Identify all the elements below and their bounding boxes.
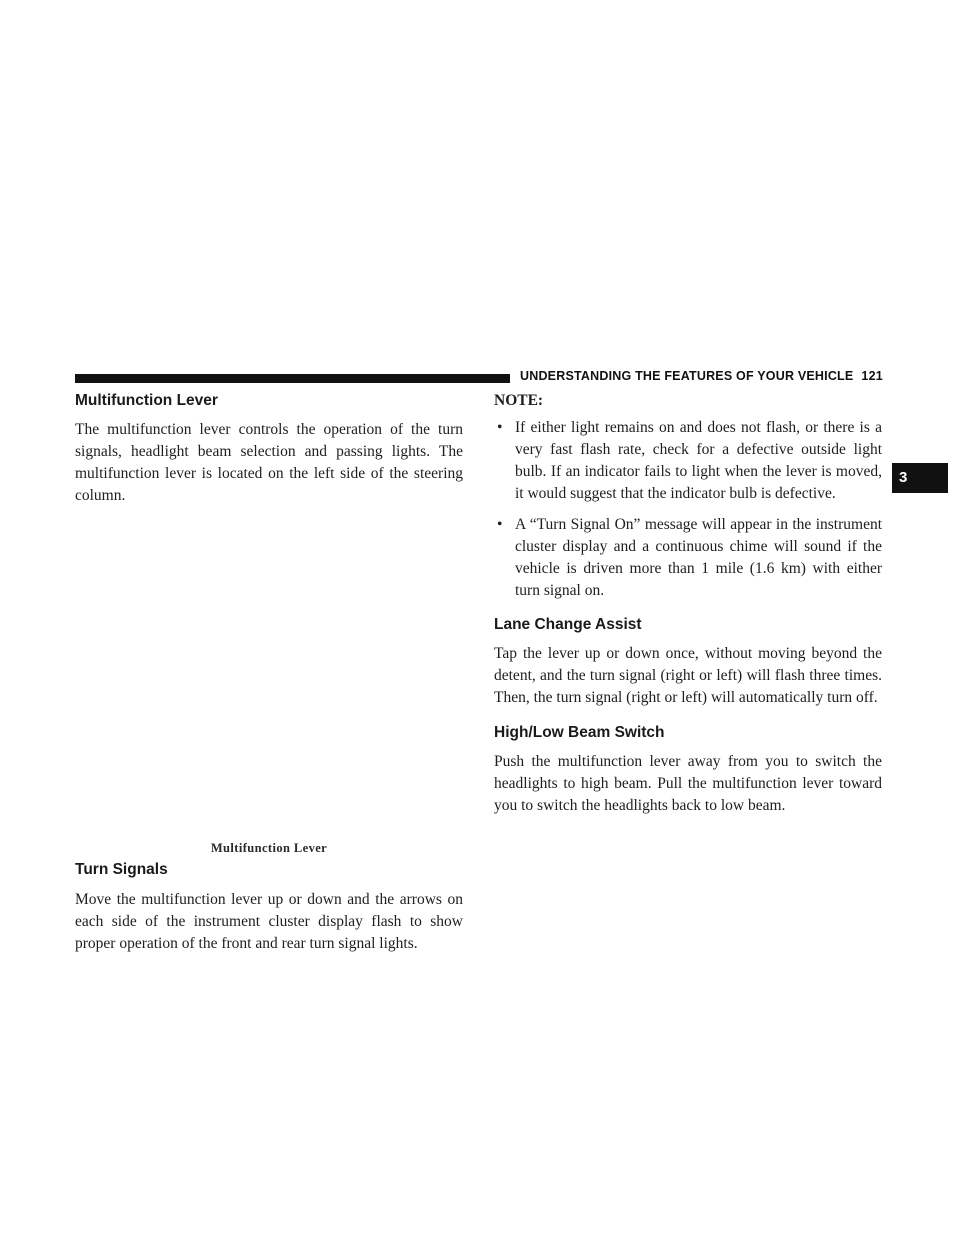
multifunction-lever-paragraph: The multifunction lever controls the operation of the turn signals, headlight beam selection and passing lights. The multifunction lever is located on the left side of the steering column. (75, 421, 463, 504)
note-bullet-list (494, 417, 882, 602)
lane-change-paragraph: Tap the lever up or down once, without moving beyond the detent, and the turn signal (right or left) will flash three times. Then, the turn signal (right or left) will automatically turn off. (494, 645, 882, 706)
turn-signals-paragraph: Move the multifunction lever up or down and the arrows on each side of the instrument cluster display flash to show proper operation of the front and rear turn signal lights. (75, 891, 463, 952)
bullet-text: If either light remains on and does not flash, or there is a very fast flash rate, check for a defective outside light bulb. If an indicator fails to light when the lever is moved, it would suggest that the indicator bulb is defective. (515, 419, 882, 502)
chapter-tab[interactable]: 3 (892, 463, 948, 493)
bullet-icon: • (497, 419, 503, 436)
section-heading-high-low-beam: High/Low Beam Switch (494, 724, 665, 741)
list-item (494, 514, 882, 602)
bullet-text: A “Turn Signal On” message will appear in the instrument cluster display and a continuous chime will sound if the vehicle is driven more than 1 mile (1.6 km) with either turn signal on. (515, 516, 882, 599)
page-number: 121 (861, 369, 883, 383)
right-column (494, 392, 882, 817)
section-heading-turn-signals: Turn Signals (75, 861, 168, 878)
high-low-beam-paragraph: Push the multifunction lever away from you to switch the headlights to high beam. Pull the multifunction lever toward you to switch the headlights back to low beam. (494, 753, 882, 814)
running-header (520, 369, 883, 383)
bullet-icon: • (497, 516, 503, 533)
section-heading-lane-change-assist: Lane Change Assist (494, 616, 642, 633)
section-heading-multifunction-lever: Multifunction Lever (75, 392, 218, 409)
note-label: NOTE: (494, 392, 544, 409)
figure-caption: Multifunction Lever (210, 841, 328, 855)
list-item (494, 417, 882, 505)
header-title: UNDERSTANDING THE FEATURES OF YOUR VEHICLE (520, 369, 854, 383)
header-rule (75, 374, 510, 383)
left-column (75, 392, 463, 955)
figure-placeholder (75, 507, 463, 841)
